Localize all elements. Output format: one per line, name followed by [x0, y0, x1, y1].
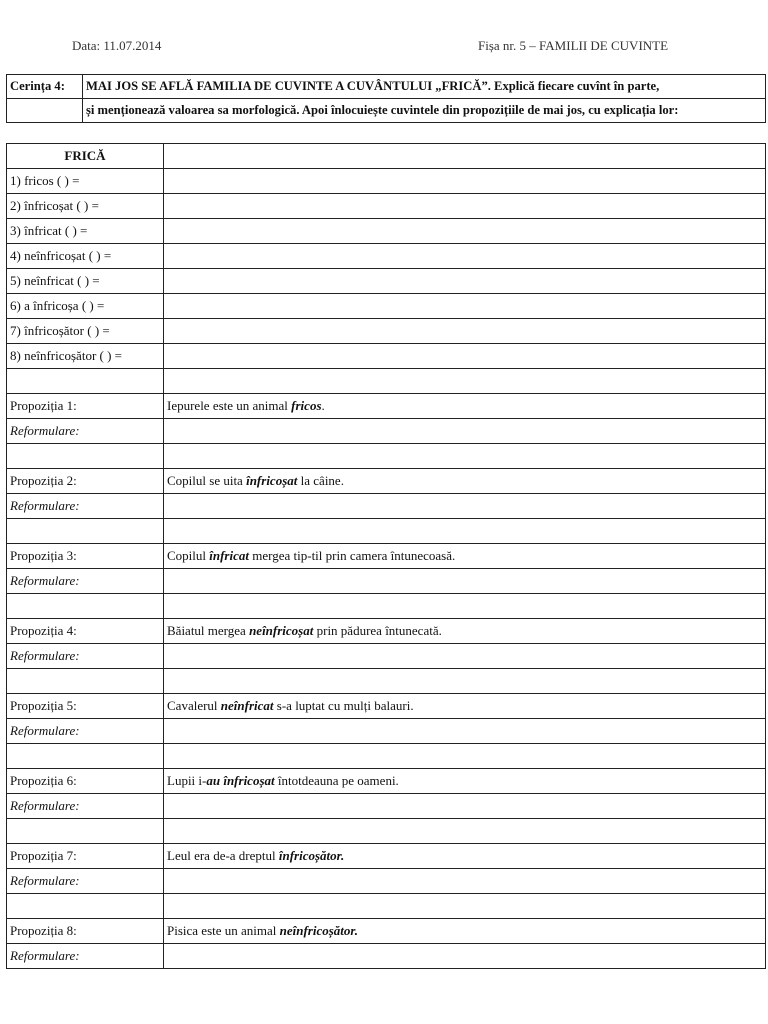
word-label: 6) a înfricoșa ( ) = — [7, 294, 164, 319]
sentence-label: Propoziția 8: — [7, 919, 164, 944]
reformulation-label: Reformulare: — [7, 944, 164, 969]
sentence-label: Propoziția 6: — [7, 769, 164, 794]
sentence-row — [7, 469, 766, 494]
sentence-text — [164, 694, 766, 719]
task-table — [6, 74, 766, 123]
word-label: 3) înfricat ( ) = — [7, 219, 164, 244]
sentence-before: Copilul — [167, 548, 210, 563]
word-explanation-cell[interactable] — [164, 269, 766, 294]
reformulation-row — [7, 719, 766, 744]
spacer-cell — [7, 744, 164, 769]
reformulation-row — [7, 869, 766, 894]
spacer-cell — [7, 444, 164, 469]
word-explanation-cell[interactable] — [164, 219, 766, 244]
sentence-after: mergea tip-til prin camera întunecoasă. — [249, 548, 456, 563]
reformulation-input-cell[interactable] — [164, 944, 766, 969]
spacer-row — [7, 744, 766, 769]
spacer-row — [7, 594, 766, 619]
word-row — [7, 219, 766, 244]
spacer-cell — [7, 369, 164, 394]
sentence-row — [7, 394, 766, 419]
word-row — [7, 244, 766, 269]
sentence-row — [7, 544, 766, 569]
word-row — [7, 344, 766, 369]
sentence-row — [7, 844, 766, 869]
sentence-row — [7, 694, 766, 719]
word-row — [7, 169, 766, 194]
reformulation-input-cell[interactable] — [164, 644, 766, 669]
sentence-keyword: înfricat — [209, 548, 249, 563]
spacer-cell — [7, 669, 164, 694]
sentence-text — [164, 769, 766, 794]
task-label: Cerința 4: — [7, 75, 83, 99]
spacer-cell — [164, 444, 766, 469]
task-label-blank — [7, 99, 83, 123]
reformulation-label: Reformulare: — [7, 419, 164, 444]
reformulation-row — [7, 569, 766, 594]
word-explanation-cell[interactable] — [164, 294, 766, 319]
spacer-cell — [7, 594, 164, 619]
sentence-text — [164, 394, 766, 419]
sentence-text — [164, 844, 766, 869]
sentence-keyword: neînfricat — [220, 698, 274, 713]
word-explanation-cell[interactable] — [164, 244, 766, 269]
word-explanation-cell[interactable] — [164, 194, 766, 219]
spacer-cell — [7, 819, 164, 844]
word-explanation-cell[interactable] — [164, 319, 766, 344]
word-explanation-cell[interactable] — [164, 169, 766, 194]
word-label: 8) neînfricoșător ( ) = — [7, 344, 164, 369]
spacer-row — [7, 894, 766, 919]
date-label: Data: 11.07.2014 — [72, 38, 162, 53]
sentence-text — [164, 619, 766, 644]
reformulation-label: Reformulare: — [7, 569, 164, 594]
reformulation-row — [7, 944, 766, 969]
sentence-row — [7, 619, 766, 644]
reformulation-input-cell[interactable] — [164, 419, 766, 444]
word-label: 2) înfricoșat ( ) = — [7, 194, 164, 219]
sentence-keyword: neînfricoșat — [249, 623, 314, 638]
spacer-row — [7, 669, 766, 694]
word-family-table — [6, 143, 766, 969]
sentence-after: la câine. — [297, 473, 344, 488]
sentence-before: Cavalerul — [167, 698, 221, 713]
sentence-label: Propoziția 7: — [7, 844, 164, 869]
sentence-text — [164, 544, 766, 569]
sentence-before: Pisica este un animal — [167, 923, 280, 938]
spacer-cell — [164, 669, 766, 694]
word-label: 1) fricos ( ) = — [7, 169, 164, 194]
word-row — [7, 194, 766, 219]
spacer-cell — [164, 819, 766, 844]
reformulation-row — [7, 494, 766, 519]
spacer-cell — [164, 894, 766, 919]
reformulation-label: Reformulare: — [7, 869, 164, 894]
reformulation-input-cell[interactable] — [164, 569, 766, 594]
sentence-row — [7, 919, 766, 944]
word-explanation-cell[interactable] — [164, 344, 766, 369]
sentence-keyword: neînfricoșător. — [279, 923, 359, 938]
task-line-2: și menționează valoarea sa morfologică. Apoi înlocuiește cuvintele din propozițiile de mai jos, cu explicația lor: — [83, 99, 766, 123]
family-root: FRICĂ — [7, 144, 164, 169]
sentence-text — [164, 469, 766, 494]
sentence-after: . — [321, 398, 325, 413]
word-label: 7) înfricoșător ( ) = — [7, 319, 164, 344]
sentence-before: Copilul se uita — [167, 473, 247, 488]
spacer-cell — [164, 369, 766, 394]
answer-cell[interactable] — [164, 144, 766, 169]
spacer-cell — [164, 594, 766, 619]
sentence-label: Propoziția 3: — [7, 544, 164, 569]
sentence-keyword: înfricoșător. — [278, 848, 345, 863]
reformulation-row — [7, 419, 766, 444]
reformulation-label: Reformulare: — [7, 494, 164, 519]
spacer-cell — [7, 519, 164, 544]
reformulation-label: Reformulare: — [7, 794, 164, 819]
sentence-label: Propoziția 4: — [7, 619, 164, 644]
sentence-before: Iepurele este un animal — [167, 398, 292, 413]
spacer-cell — [164, 744, 766, 769]
sentence-label: Propoziția 5: — [7, 694, 164, 719]
spacer-row — [7, 369, 766, 394]
word-row — [7, 294, 766, 319]
sentence-label: Propoziția 1: — [7, 394, 164, 419]
spacer-row — [7, 519, 766, 544]
sheet-title: Fișa nr. 5 – FAMILII DE CUVINTE — [478, 38, 669, 53]
reformulation-input-cell[interactable] — [164, 719, 766, 744]
spacer-row — [7, 819, 766, 844]
task-line-1: MAI JOS SE AFLĂ FAMILIA DE CUVINTE A CUVÂNTULUI „FRICĂ”. Explică fiecare cuvînt în parte, — [83, 75, 766, 99]
sentence-after: s-a luptat cu mulți balauri. — [273, 698, 414, 713]
sentence-label: Propoziția 2: — [7, 469, 164, 494]
sentence-before: Leul era de-a dreptul — [167, 848, 279, 863]
reformulation-label: Reformulare: — [7, 644, 164, 669]
spacer-cell — [164, 519, 766, 544]
word-row — [7, 269, 766, 294]
spacer-row — [7, 444, 766, 469]
spacer-cell — [7, 894, 164, 919]
word-row — [7, 319, 766, 344]
reformulation-row — [7, 644, 766, 669]
reformulation-input-cell[interactable] — [164, 494, 766, 519]
sentence-keyword: înfricoșat — [246, 473, 298, 488]
word-label: 5) neînfricat ( ) = — [7, 269, 164, 294]
sentence-before: Lupii i- — [167, 773, 207, 788]
sentence-after: prin pădurea întunecată. — [313, 623, 442, 638]
sentence-after: întotdeauna pe oameni. — [274, 773, 399, 788]
sentence-text — [164, 919, 766, 944]
sentence-row — [7, 769, 766, 794]
sentence-keyword: fricos — [291, 398, 322, 413]
reformulation-label: Reformulare: — [7, 719, 164, 744]
reformulation-input-cell[interactable] — [164, 869, 766, 894]
reformulation-input-cell[interactable] — [164, 794, 766, 819]
reformulation-row — [7, 794, 766, 819]
sentence-keyword: au înfricoșat — [206, 773, 275, 788]
sentence-before: Băiatul mergea — [167, 623, 250, 638]
word-label: 4) neînfricoșat ( ) = — [7, 244, 164, 269]
